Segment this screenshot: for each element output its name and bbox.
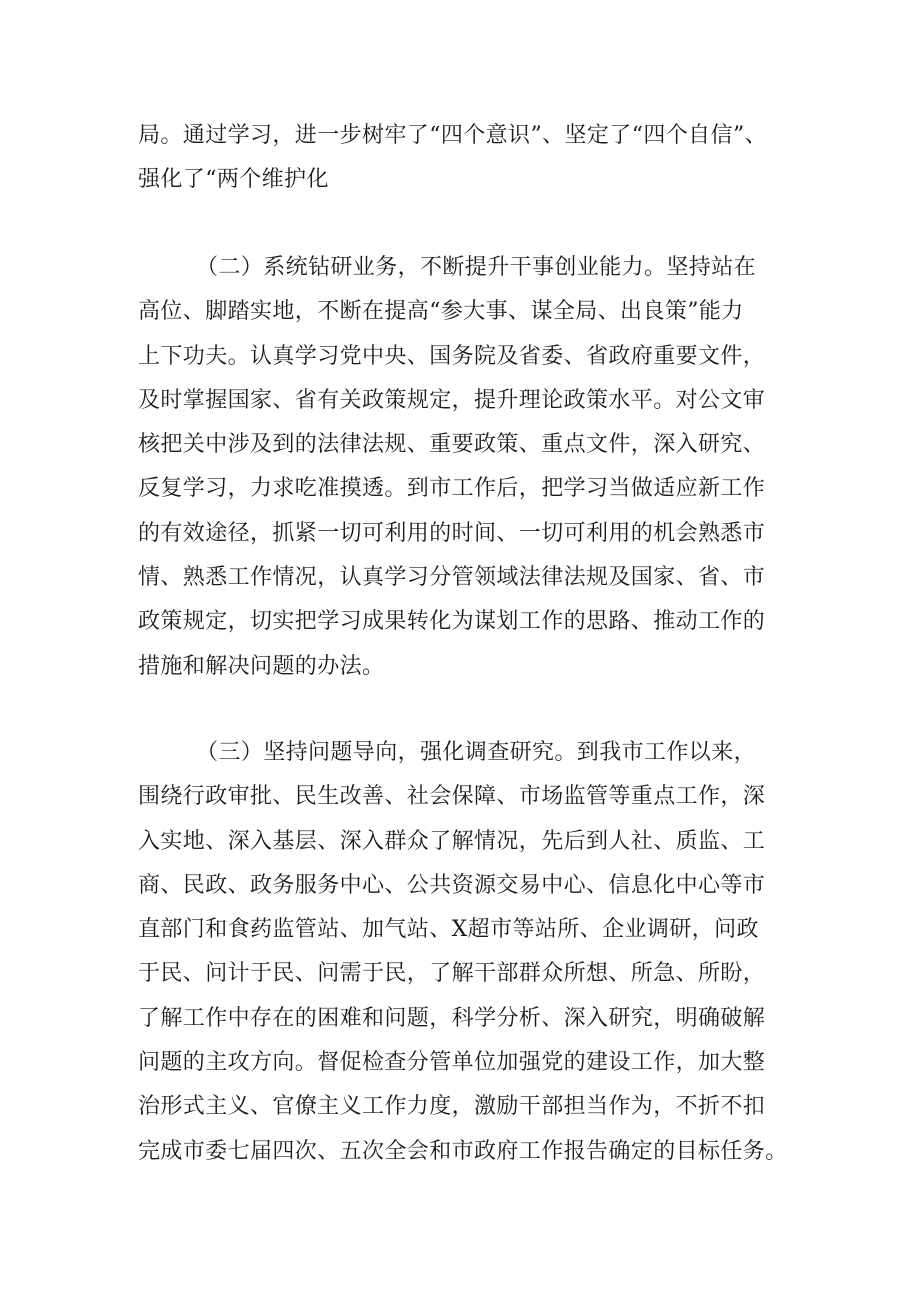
paragraph-section-2 bbox=[138, 246, 788, 689]
text-line: 完成市委七届四次、五次全会和市政府工作报告确定的目标任务。 bbox=[138, 1138, 788, 1164]
text-line: （三）坚持问题导向，强化调查研究。到我市工作以来， bbox=[196, 740, 757, 765]
text-line: 措施和解决问题的办法。 bbox=[138, 653, 385, 679]
text-line: 入实地、深入基层、深入群众了解情况，先后到人社、质监、工 bbox=[138, 828, 766, 854]
text-line: 问题的主攻方向。督促检查分管单位加强党的建设工作，加大整 bbox=[138, 1050, 766, 1076]
text-line: （二）系统钻研业务，不断提升干事创业能力。坚持站在 bbox=[196, 255, 757, 280]
paragraph-continuation bbox=[138, 114, 788, 203]
text-line: 核把关中涉及到的法律法规、重要政策、重点文件，深入研究、 bbox=[138, 432, 766, 458]
text-line: 高位、脚踏实地，不断在提高“参大事、谋全局、出良策”能力 bbox=[138, 299, 744, 325]
paragraph-section-3 bbox=[138, 731, 788, 1174]
text-line: 直部门和食药监管站、加气站、X超市等站所、企业调研，问政 bbox=[138, 917, 759, 943]
text-line: 商、民政、政务服务中心、公共资源交易中心、信息化中心等市 bbox=[138, 872, 766, 898]
text-line: 治形式主义、官僚主义工作力度，激励干部担当作为，不折不扣 bbox=[138, 1094, 766, 1120]
text-line: 反复学习，力求吃准摸透。到市工作后，把学习当做适应新工作 bbox=[138, 476, 766, 502]
text-line: 局。通过学习，进一步树牢了“四个意识”、坚定了“四个自信”、 bbox=[138, 123, 767, 148]
text-line: 了解工作中存在的困难和问题，科学分析、深入研究，明确破解 bbox=[138, 1005, 766, 1031]
text-line: 强化了“两个维护化 bbox=[138, 167, 329, 193]
text-line: 政策规定，切实把学习成果转化为谋划工作的思路、推动工作的 bbox=[138, 609, 766, 635]
text-line: 于民、问计于民、问需于民，了解干部群众所想、所急、所盼， bbox=[138, 961, 766, 987]
text-line: 围绕行政审批、民生改善、社会保障、市场监管等重点工作，深 bbox=[138, 784, 766, 810]
text-line: 情、熟悉工作情况，认真学习分管领域法律法规及国家、省、市 bbox=[138, 565, 766, 591]
text-line: 的有效途径，抓紧一切可利用的时间、一切可利用的机会熟悉市 bbox=[138, 520, 766, 546]
text-line: 及时掌握国家、省有关政策规定，提升理论政策水平。对公文审 bbox=[138, 387, 766, 413]
text-line: 上下功夫。认真学习党中央、国务院及省委、省政府重要文件， bbox=[138, 343, 766, 369]
